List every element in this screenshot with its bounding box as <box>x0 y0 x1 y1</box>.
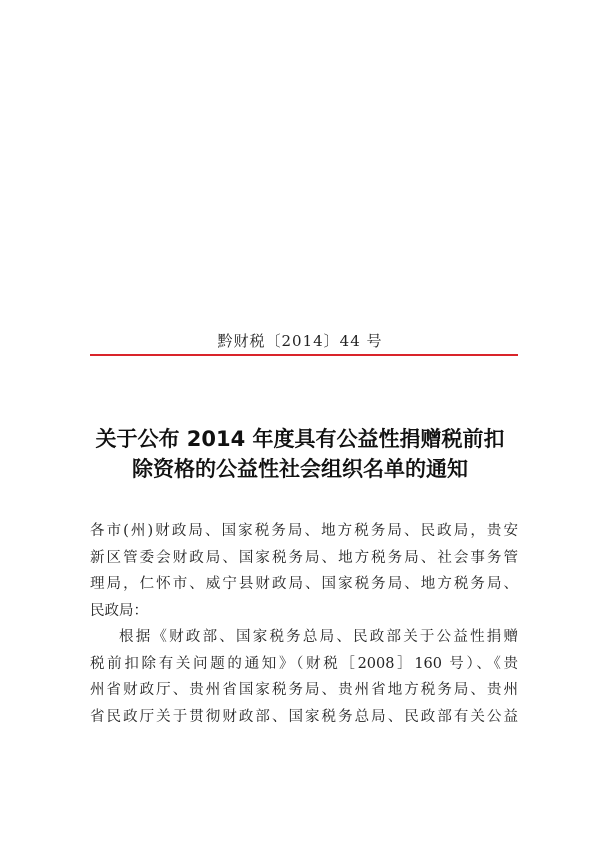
body-line: 税前扣除有关问题的通知》（财税［2008］160 号）、《贵 <box>90 655 518 672</box>
title-line-1: 关于公布 2014 年度具有公益性捐赠税前扣 <box>95 427 505 451</box>
body-line: 各市(州)财政局、国家税务局、地方税务局、民政局，贵安 <box>90 523 518 539</box>
body-line: 民政局： <box>90 602 148 619</box>
document-body <box>90 518 518 730</box>
body-line: 新区管委会财政局、国家税务局、地方税务局、社会事务管 <box>90 549 518 566</box>
body-line: 州省财政厅、贵州省国家税务局、贵州省地方税务局、贵州 <box>90 682 518 698</box>
red-divider-line <box>90 354 518 356</box>
document-title <box>60 424 540 484</box>
title-line-2: 除资格的公益性社会组织名单的通知 <box>132 457 468 481</box>
body-line: 省民政厅关于贯彻财政部、国家税务总局、民政部有关公益 <box>90 708 518 725</box>
body-line: 根据《财政部、国家税务总局、民政部关于公益性捐赠 <box>119 629 518 645</box>
body-line: 理局，仁怀市、威宁县财政局、国家税务局、地方税务局、 <box>90 576 518 592</box>
document-number: 黔财税〔2014〕44 号 <box>217 332 383 350</box>
